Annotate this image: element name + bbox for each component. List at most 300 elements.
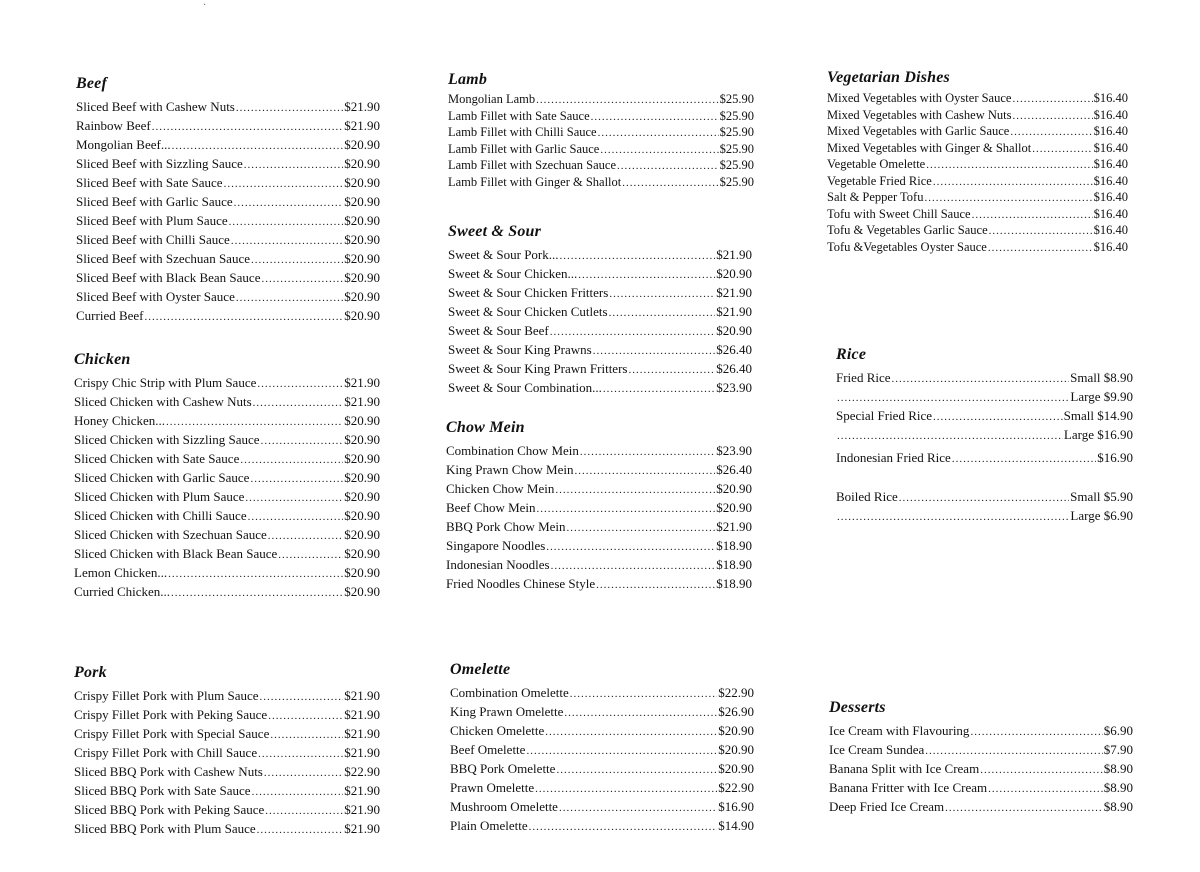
section-title: Desserts (829, 699, 886, 716)
dot-leader (596, 576, 715, 594)
item-price: $20.90 (344, 470, 380, 485)
item-price: $25.90 (719, 141, 754, 156)
item-name: Mushroom Omelette (450, 799, 558, 814)
scan-mark: · (203, 0, 207, 11)
item-name: Sliced Beef with Garlic Sauce (76, 194, 233, 209)
dot-leader (628, 361, 715, 379)
dot-leader (229, 213, 344, 231)
dot-leader (268, 527, 343, 545)
dot-leader (564, 704, 717, 722)
item-price: $20.90 (344, 289, 380, 304)
menu-item (76, 307, 380, 326)
section-chicken (74, 350, 380, 602)
item-price: Small $5.90 (1070, 489, 1133, 504)
item-price: $18.90 (716, 538, 752, 553)
dot-leader (236, 99, 343, 117)
item-list (827, 91, 1128, 256)
item-name: Chicken Chow Mein (446, 481, 555, 496)
item-name: Sliced Beef with Sate Sauce (76, 175, 223, 190)
item-price: $20.90 (344, 432, 380, 447)
item-name: Sliced Chicken with Black Bean Sauce (74, 546, 278, 561)
menu-item (448, 142, 754, 159)
item-price: $26.40 (716, 462, 752, 477)
item-name: Sliced Beef with Black Bean Sauce (76, 270, 261, 285)
dot-leader (837, 508, 1069, 526)
menu-item (827, 240, 1128, 257)
menu-item (74, 801, 380, 820)
menu-item (829, 722, 1133, 741)
menu-item (448, 265, 752, 284)
menu-item (446, 442, 752, 461)
item-list (76, 98, 380, 326)
item-name: King Prawn Chow Mein (446, 462, 574, 477)
menu-item (74, 744, 380, 763)
item-name: Rainbow Beef (76, 118, 151, 133)
item-name: Sliced Chicken with Chilli Sauce (74, 508, 247, 523)
dot-leader (261, 432, 344, 450)
item-price: Small $14.90 (1063, 408, 1133, 423)
item-name: Crispy Fillet Pork with Peking Sauce (74, 707, 268, 722)
dot-leader (1012, 109, 1092, 125)
menu-item (446, 499, 752, 518)
item-price: $20.90 (716, 500, 752, 515)
item-name: BBQ Pork Omelette (450, 761, 556, 776)
item-price: $20.90 (716, 323, 752, 338)
menu-item (74, 763, 380, 782)
section-title: Beef (76, 75, 108, 92)
menu-item (74, 583, 380, 602)
item-list (448, 92, 754, 191)
item-price: $21.90 (344, 99, 380, 114)
item-name: Sliced Beef with Plum Sauce (76, 213, 228, 228)
dot-leader (168, 565, 343, 583)
item-price: $20.90 (344, 137, 380, 152)
menu-item (446, 575, 752, 594)
item-name: Sliced BBQ Pork with Cashew Nuts (74, 764, 263, 779)
item-price: $21.90 (716, 247, 752, 262)
item-price: $20.90 (718, 742, 754, 757)
item-price: $16.40 (1093, 140, 1128, 155)
item-price: $20.90 (344, 451, 380, 466)
section-lamb (448, 70, 754, 191)
item-name: Curried Chicken... (74, 584, 171, 599)
menu-item (450, 779, 754, 798)
item-price: $16.40 (1093, 206, 1128, 221)
dot-leader (556, 761, 717, 779)
dot-leader (536, 93, 718, 109)
item-name: Crispy Fillet Pork with Special Sauce (74, 726, 270, 741)
menu-item (446, 518, 752, 537)
item-name: Tofu &Vegetables Oyster Sauce (827, 239, 987, 254)
menu-item (448, 322, 752, 341)
item-price: $26.90 (718, 704, 754, 719)
item-price: $20.90 (344, 308, 380, 323)
menu-item-size-option (836, 507, 1133, 526)
item-price: $20.90 (344, 232, 380, 247)
menu-item (76, 136, 380, 155)
menu-item (448, 109, 754, 126)
item-name: Ice Cream Sundea (829, 742, 925, 757)
dot-leader (926, 158, 1092, 174)
item-price: $20.90 (344, 584, 380, 599)
item-price: $22.90 (718, 780, 754, 795)
section-pork (74, 663, 380, 839)
item-name: Sliced BBQ Pork with Peking Sauce (74, 802, 265, 817)
dot-leader (264, 764, 343, 782)
item-name: Sliced Chicken with Sate Sauce (74, 451, 240, 466)
item-name: Beef Chow Mein (446, 500, 536, 515)
dot-leader (1012, 92, 1092, 108)
dot-leader (980, 761, 1103, 779)
item-price: $22.90 (718, 685, 754, 700)
item-price: $16.40 (1093, 173, 1128, 188)
dot-leader (1032, 142, 1092, 158)
item-price: $26.40 (716, 342, 752, 357)
item-name: Deep Fried Ice Cream (829, 799, 945, 814)
item-price: $20.90 (344, 156, 380, 171)
dot-leader (600, 143, 718, 159)
item-price: $21.90 (716, 519, 752, 534)
item-name: Mixed Vegetables with Oyster Sauce (827, 91, 1012, 105)
menu-item (448, 284, 752, 303)
dot-leader (152, 118, 344, 136)
item-name: Fried Rice (836, 370, 891, 385)
item-name: Salt & Pepper Tofu (827, 190, 924, 204)
dot-leader (171, 584, 343, 602)
item-price: $16.40 (1093, 124, 1128, 138)
item-price: $21.90 (344, 375, 380, 390)
dot-leader (622, 176, 718, 192)
menu-item (76, 269, 380, 288)
item-list (448, 246, 752, 398)
menu-item (450, 741, 754, 760)
item-name: Lemon Chicken... (74, 565, 168, 580)
item-name: Curried Beef (76, 308, 144, 323)
item-price: $21.90 (344, 783, 380, 798)
dot-leader (546, 538, 715, 556)
item-price: $20.90 (344, 213, 380, 228)
menu-item (829, 760, 1133, 779)
item-name: Tofu with Sweet Chill Sauce (827, 206, 971, 221)
dot-leader (591, 110, 719, 126)
item-name: Crispy Fillet Pork with Chill Sauce (74, 745, 258, 760)
item-price: $16.40 (1093, 157, 1128, 171)
dot-leader (245, 489, 343, 507)
dot-leader (988, 241, 1093, 257)
menu-item-size-option (836, 388, 1133, 407)
item-price: $16.40 (1093, 190, 1128, 204)
menu-item (836, 488, 1133, 507)
dot-leader (970, 723, 1102, 741)
item-price: $21.90 (344, 688, 380, 703)
item-price: $20.90 (344, 175, 380, 190)
item-name: Sliced Beef with Sizzling Sauce (76, 156, 243, 171)
item-price: $20.90 (344, 565, 380, 580)
item-price: $21.90 (344, 707, 380, 722)
item-price: $16.40 (1093, 107, 1128, 122)
menu-item (450, 703, 754, 722)
dot-leader (240, 451, 343, 469)
item-name: Mixed Vegetables with Cashew Nuts (827, 107, 1012, 122)
item-name: Sweet & Sour King Prawn Fritters (448, 361, 628, 376)
item-name: Sliced Beef with Oyster Sauce (76, 289, 235, 304)
menu-item (446, 537, 752, 556)
dot-leader (251, 251, 343, 269)
menu-item (74, 545, 380, 564)
dot-leader (257, 375, 343, 393)
dot-leader (236, 289, 343, 307)
dot-leader (925, 742, 1102, 760)
item-price: $20.90 (344, 527, 380, 542)
menu-item (827, 108, 1128, 125)
section-beef (76, 74, 380, 326)
item-name: Honey Chicken... (74, 413, 165, 428)
menu-item (827, 223, 1128, 240)
dot-leader (252, 783, 344, 801)
menu-item (827, 91, 1128, 108)
section-chow-mein (446, 418, 752, 594)
item-price: Large $16.90 (1063, 427, 1133, 442)
menu-item (446, 480, 752, 499)
dot-leader (1010, 125, 1092, 141)
dot-leader (550, 323, 716, 341)
item-name: Crispy Fillet Pork with Plum Sauce (74, 688, 259, 703)
item-name: King Prawn Omelette (450, 704, 564, 719)
menu-item (827, 124, 1128, 141)
item-price: $23.90 (716, 443, 752, 458)
item-name: Combination Omelette (450, 685, 569, 700)
dot-leader (580, 443, 715, 461)
dot-leader (545, 723, 717, 741)
item-price: $16.40 (1093, 223, 1128, 237)
menu-item (450, 684, 754, 703)
section-title: Lamb (448, 71, 488, 88)
item-list (446, 442, 752, 594)
dot-leader (560, 247, 716, 265)
item-price: $20.90 (716, 481, 752, 496)
item-price: $21.90 (716, 285, 752, 300)
menu-item (74, 412, 380, 431)
dot-leader (598, 126, 719, 142)
menu-item (76, 117, 380, 136)
dot-leader (617, 159, 719, 175)
menu-item (74, 820, 380, 839)
item-name: Sliced BBQ Pork with Sate Sauce (74, 783, 251, 798)
item-price: $16.90 (1097, 450, 1133, 465)
menu-item (74, 393, 380, 412)
menu-item (827, 174, 1128, 191)
menu-item (76, 288, 380, 307)
item-price: $25.90 (719, 108, 754, 123)
item-price: Large $9.90 (1070, 389, 1133, 404)
item-name: Singapore Noodles (446, 538, 546, 553)
item-name: Special Fried Rice (836, 408, 933, 423)
item-name: Sweet & Sour Pork... (448, 247, 559, 262)
menu-item (448, 92, 754, 109)
dot-leader (268, 707, 343, 725)
item-name: Beef Omelette (450, 742, 526, 757)
item-name: Sweet & Sour Chicken Cutlets (448, 304, 608, 319)
section-title: Sweet & Sour (448, 223, 542, 240)
item-name: Indonesian Fried Rice (836, 450, 951, 465)
item-name: Sliced BBQ Pork with Plum Sauce (74, 821, 256, 836)
item-price: $18.90 (716, 576, 752, 591)
dot-leader (261, 270, 343, 288)
item-name: Plain Omelette (450, 818, 528, 833)
item-price: $16.90 (718, 799, 754, 814)
dot-leader (570, 685, 717, 703)
menu-item (74, 431, 380, 450)
item-name: Sliced Chicken with Sizzling Sauce (74, 432, 260, 447)
dot-leader (244, 156, 343, 174)
menu-item (76, 193, 380, 212)
menu-item (76, 174, 380, 193)
item-price: $21.90 (344, 821, 380, 836)
dot-leader (593, 342, 716, 360)
item-name: Sliced Chicken with Plum Sauce (74, 489, 245, 504)
item-price: $20.90 (344, 251, 380, 266)
dot-leader (837, 427, 1063, 445)
item-name: Vegetable Fried Rice (827, 173, 932, 188)
menu-item (836, 407, 1133, 426)
dot-leader (603, 380, 715, 398)
item-price: $8.90 (1103, 780, 1133, 795)
item-price: $21.90 (344, 394, 380, 409)
item-list (450, 684, 754, 836)
dot-leader (892, 370, 1070, 388)
dot-leader (234, 194, 344, 212)
menu-item (836, 449, 1133, 468)
dot-leader (933, 408, 1063, 426)
item-name: Lamb Fillet with Szechuan Sauce (448, 158, 617, 172)
item-list (74, 687, 380, 839)
item-name: Sweet & Sour Chicken Fritters (448, 285, 609, 300)
item-name: Sliced Chicken with Garlic Sauce (74, 470, 250, 485)
item-price: $16.40 (1093, 239, 1128, 254)
menu-item (448, 360, 752, 379)
menu-item (829, 798, 1133, 817)
item-price: $6.90 (1103, 723, 1133, 738)
menu-item (450, 722, 754, 741)
item-price: $21.90 (716, 304, 752, 319)
item-price: $25.90 (719, 174, 754, 189)
dot-leader (945, 799, 1103, 817)
item-price: $20.90 (344, 270, 380, 285)
item-price: $21.90 (344, 726, 380, 741)
item-price: $21.90 (344, 745, 380, 760)
dot-leader (250, 470, 343, 488)
item-name: Fried Noodles Chinese Style (446, 576, 596, 591)
dot-leader (257, 821, 344, 839)
menu-item (76, 98, 380, 117)
menu-item (446, 461, 752, 480)
menu-item (74, 507, 380, 526)
dot-leader (537, 500, 716, 518)
menu-item-size-option (836, 426, 1133, 445)
dot-leader (837, 389, 1069, 407)
item-name: Lamb Fillet with Chilli Sauce (448, 125, 597, 139)
dot-leader (567, 519, 716, 537)
menu-item (450, 817, 754, 836)
dot-leader (551, 557, 716, 575)
section-omelette (450, 660, 754, 836)
item-name: Lamb Fillet with Ginger & Shallot (448, 174, 622, 189)
dot-leader (988, 780, 1103, 798)
menu-item (448, 158, 754, 175)
menu-item (448, 175, 754, 192)
item-name: Sliced Beef with Cashew Nuts (76, 99, 235, 114)
dot-leader (258, 745, 343, 763)
item-price: $20.90 (344, 413, 380, 428)
item-name: Banana Fritter with Ice Cream (829, 780, 988, 795)
menu-item (450, 798, 754, 817)
item-price: $26.40 (716, 361, 752, 376)
section-sweet-sour (448, 222, 752, 398)
item-name: Indonesian Noodles (446, 557, 550, 572)
item-name: Mixed Vegetables with Ginger & Shallot (827, 140, 1032, 155)
dot-leader (924, 191, 1092, 207)
dot-leader (574, 462, 715, 480)
menu-item (448, 246, 752, 265)
dot-leader (555, 481, 715, 499)
item-name: Sliced Chicken with Cashew Nuts (74, 394, 252, 409)
menu-item (827, 207, 1128, 224)
item-name: Lamb Fillet with Sate Sauce (448, 108, 590, 123)
dot-leader (253, 394, 344, 412)
dot-leader (260, 688, 344, 706)
item-price: $14.90 (718, 818, 754, 833)
dot-leader (145, 308, 344, 326)
section-vegetarian (827, 68, 1128, 256)
dot-leader (166, 413, 343, 431)
item-price: Large $6.90 (1070, 508, 1133, 523)
menu-item (829, 741, 1133, 760)
item-name: Ice Cream with Flavouring (829, 723, 970, 738)
item-name: Combination Chow Mein (446, 443, 579, 458)
dot-leader (231, 232, 343, 250)
item-list (74, 374, 380, 602)
item-price: $20.90 (718, 761, 754, 776)
dot-leader (529, 818, 718, 836)
item-price: $16.40 (1093, 91, 1128, 105)
item-price: $8.90 (1103, 799, 1133, 814)
menu-item (74, 469, 380, 488)
dot-leader (972, 208, 1093, 224)
dot-leader (559, 799, 717, 817)
item-name: Sweet & Sour Beef (448, 323, 549, 338)
item-price: $25.90 (719, 92, 754, 106)
item-price: $20.90 (344, 194, 380, 209)
item-price: Small $8.90 (1070, 370, 1133, 385)
dot-leader (278, 546, 343, 564)
item-list (829, 722, 1133, 817)
item-name: Tofu & Vegetables Garlic Sauce (827, 223, 988, 237)
section-desserts (829, 698, 1133, 817)
item-name: Sliced Beef with Szechuan Sauce (76, 251, 250, 266)
menu-item (829, 779, 1133, 798)
menu-item (74, 687, 380, 706)
menu-item (76, 155, 380, 174)
section-title: Chicken (74, 351, 131, 368)
item-price: $18.90 (716, 557, 752, 572)
item-name: Sweet & Sour King Prawns (448, 342, 592, 357)
section-rice (836, 345, 1133, 526)
menu-item (448, 341, 752, 360)
item-name: Crispy Chic Strip with Plum Sauce (74, 375, 257, 390)
item-price: $25.90 (719, 158, 754, 172)
menu-item (446, 556, 752, 575)
dot-leader (609, 304, 716, 322)
